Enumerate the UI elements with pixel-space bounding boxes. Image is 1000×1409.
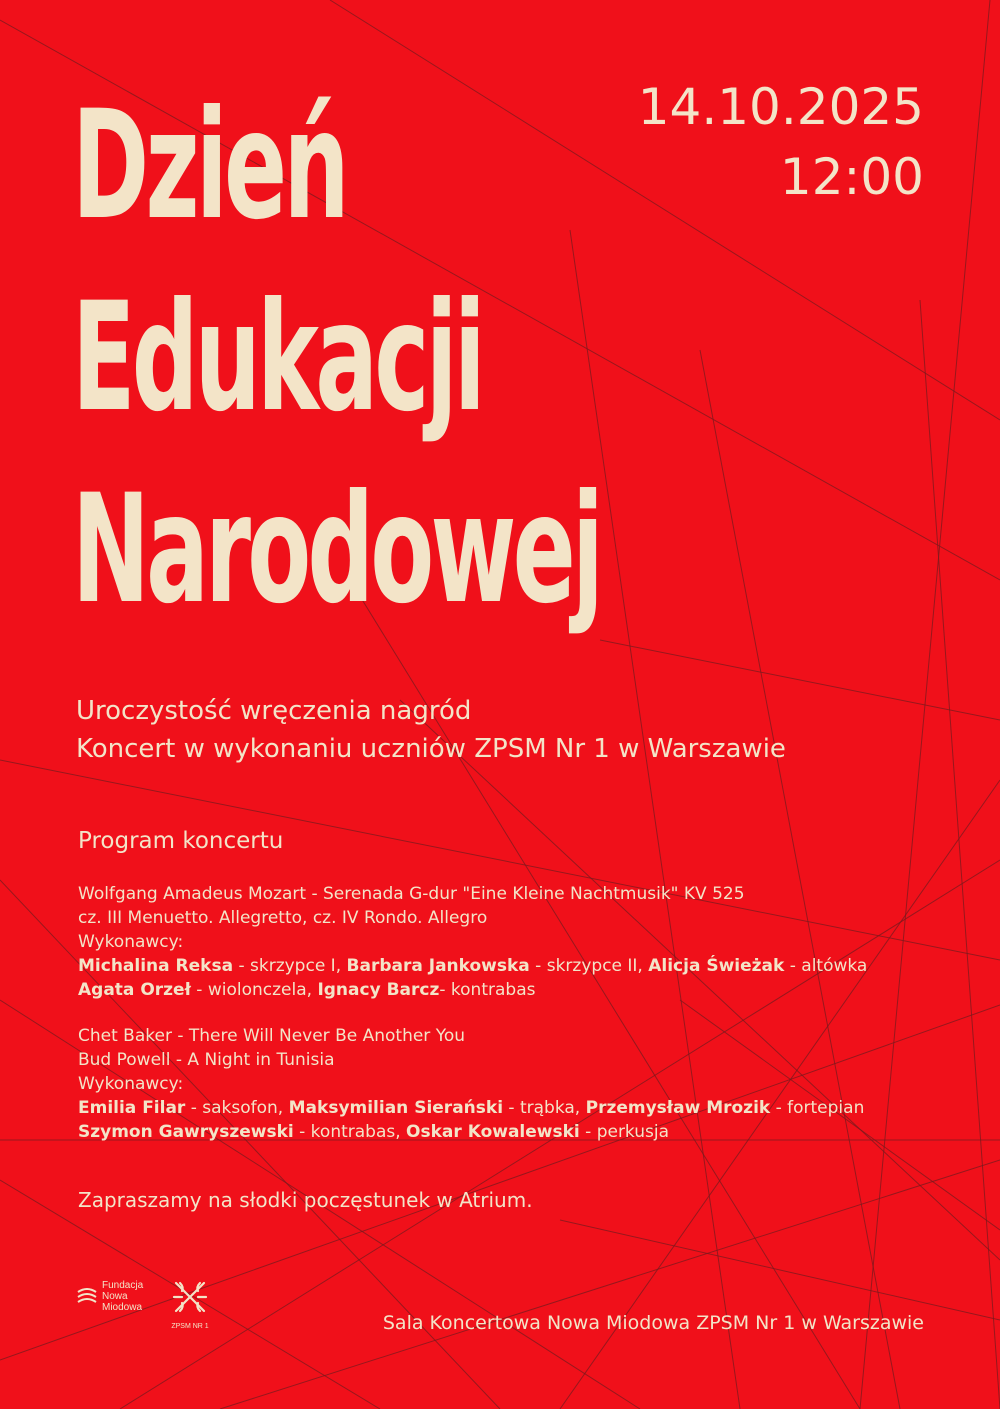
concert-program bbox=[78, 882, 867, 1166]
fundacja-nowa-miodowa-logo bbox=[76, 1280, 143, 1313]
performer-role: - wiolonczela, bbox=[190, 980, 318, 1000]
fundacja-logo-word: Miodowa bbox=[102, 1302, 143, 1313]
venue-text: Sala Koncertowa Nowa Miodowa ZPSM Nr 1 w Warszawie bbox=[382, 1312, 924, 1334]
performer-role: - saksofon, bbox=[185, 1098, 289, 1118]
performer-name: Przemysław Mrozik bbox=[585, 1098, 771, 1118]
subtitle-line-1: Uroczystość wręczenia nagród bbox=[76, 696, 472, 726]
performer-name: Agata Orzeł bbox=[78, 980, 191, 1000]
performers-line bbox=[78, 1096, 867, 1120]
program-work-line: Wolfgang Amadeus Mozart - Serenada G-dur "Eine Kleine Nachtmusik" KV 525 bbox=[78, 884, 745, 904]
program-block-mozart bbox=[78, 882, 867, 1002]
performers-line bbox=[78, 1120, 867, 1144]
performer-name: Maksymilian Sierański bbox=[288, 1098, 504, 1118]
performers-line bbox=[78, 978, 867, 1002]
zpsm-emblem-icon bbox=[170, 1278, 210, 1316]
zpsm-logo-caption: ZPSM NR 1 bbox=[171, 1323, 209, 1330]
performer-role: - kontrabas bbox=[439, 980, 536, 1000]
performer-role: - altówka bbox=[784, 956, 868, 976]
program-block-jazz bbox=[78, 1024, 867, 1144]
performer-role: - kontrabas, bbox=[293, 1122, 407, 1142]
performer-name: Michalina Reksa bbox=[78, 956, 234, 976]
performer-role: - perkusja bbox=[579, 1122, 670, 1142]
performer-role: - trąbka, bbox=[503, 1098, 586, 1118]
event-subtitle bbox=[76, 692, 786, 768]
fundacja-logo-text bbox=[102, 1280, 143, 1313]
performer-name: Emilia Filar bbox=[78, 1098, 186, 1118]
program-work-line: Chet Baker - There Will Never Be Another You bbox=[78, 1026, 465, 1046]
program-work-line: cz. III Menuetto. Allegretto, cz. IV Rondo. Allegro bbox=[78, 908, 488, 928]
performer-role: - fortepian bbox=[770, 1098, 865, 1118]
event-title bbox=[72, 70, 600, 646]
performer-role: - skrzypce II, bbox=[529, 956, 649, 976]
invitation-text: Zapraszamy na słodki poczęstunek w Atrium. bbox=[78, 1188, 533, 1212]
event-datetime bbox=[638, 72, 924, 212]
subtitle-line-2: Koncert w wykonaniu uczniów ZPSM Nr 1 w Warszawie bbox=[76, 734, 786, 764]
performer-name: Ignacy Barcz bbox=[317, 980, 440, 1000]
title-line-1: Dzień bbox=[72, 79, 346, 253]
title-line-3: Narodowej bbox=[72, 463, 601, 637]
performer-name: Barbara Jankowska bbox=[346, 956, 530, 976]
performer-name: Szymon Gawryszewski bbox=[78, 1122, 294, 1142]
program-heading: Program koncertu bbox=[78, 828, 284, 854]
event-date: 14.10.2025 bbox=[637, 78, 924, 136]
performers-label: Wykonawcy: bbox=[78, 932, 184, 952]
performer-name: Alicja Świeżak bbox=[648, 956, 785, 976]
performer-role: - skrzypce I, bbox=[233, 956, 347, 976]
program-work-line: Bud Powell - A Night in Tunisia bbox=[78, 1050, 335, 1070]
fundacja-logo-word: Nowa bbox=[102, 1291, 128, 1302]
performers-line bbox=[78, 954, 867, 978]
wave-lines-icon bbox=[76, 1284, 98, 1310]
zpsm-logo bbox=[170, 1278, 210, 1330]
title-line-2: Edukacji bbox=[72, 271, 483, 445]
fundacja-logo-word: Fundacja bbox=[102, 1280, 144, 1291]
performers-label: Wykonawcy: bbox=[78, 1074, 184, 1094]
event-time: 12:00 bbox=[779, 148, 924, 206]
performer-name: Oskar Kowalewski bbox=[406, 1122, 580, 1142]
